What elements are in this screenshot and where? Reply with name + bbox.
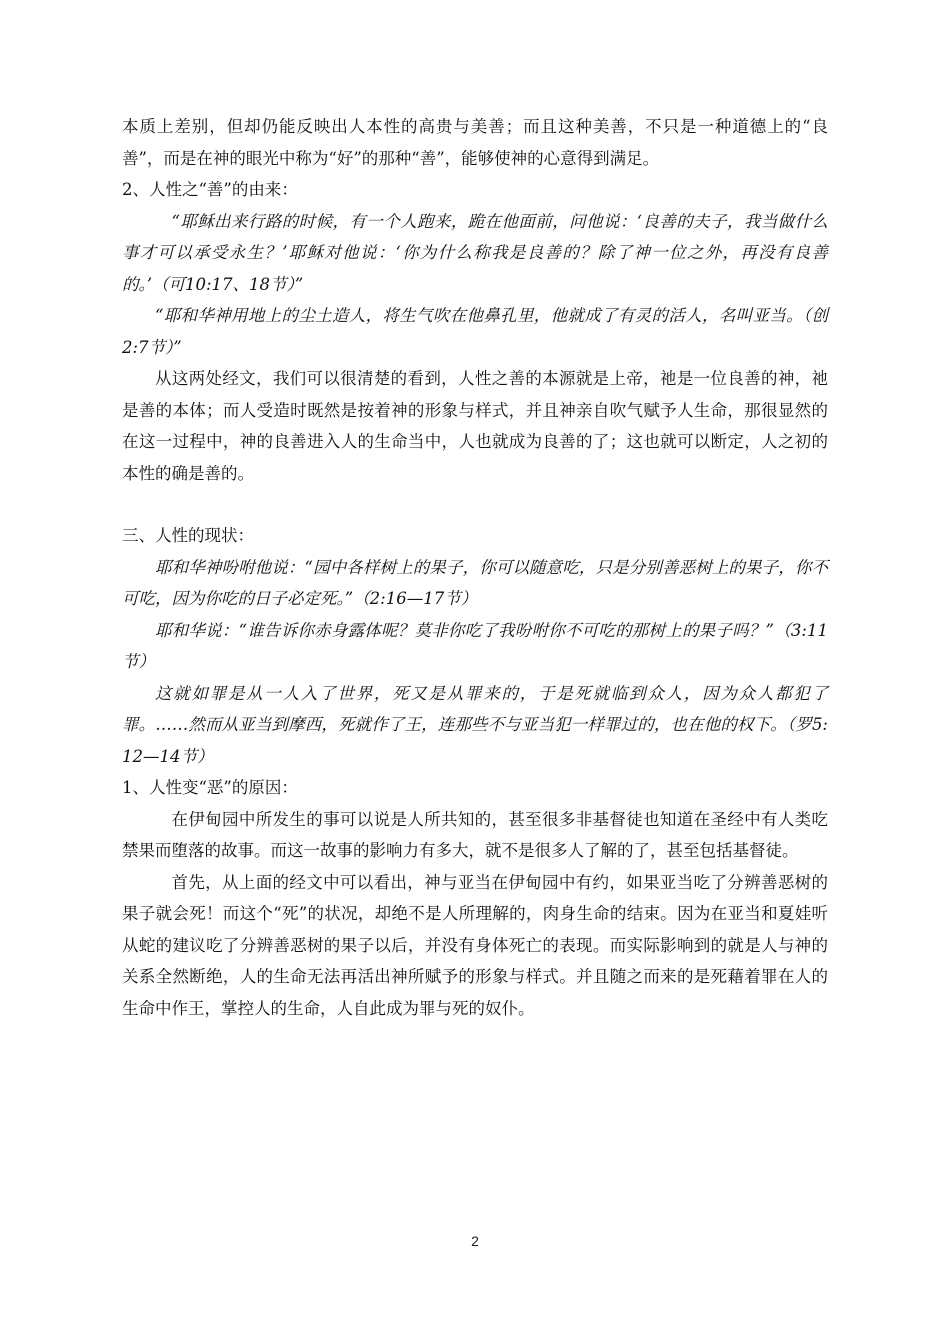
section-heading-evil-cause: 1、人性变“恶”的原因： <box>122 778 298 797</box>
scripture-quote-genesis: “耶和华神用地上的尘土造人，将生气吹在他鼻孔里，他就成了有灵的活人，名叫亚当。（创2:7节）” <box>122 306 828 357</box>
section-heading-human-condition: 三、人性的现状： <box>122 526 254 545</box>
page-number: 2 <box>471 1233 479 1249</box>
scripture-quote-genesis-3: 耶和华说：“谁告诉你赤身露体呢？莫非你吃了我吩咐你不可吃的那树上的果子吗？”（3:11节） <box>122 620 828 671</box>
paragraph-eden-story: 在伊甸园中所发生的事可以说是人所共知的，甚至很多非基督徒也知道在圣经中有人类吃禁果而堕落的故事。而这一故事的影响力有多大，就不是很多人了解的了，甚至包括基督徒。 <box>122 809 828 860</box>
scripture-quote-genesis-2: 耶和华神吩咐他说：“园中各样树上的果子，你可以随意吃，只是分别善恶树上的果子，你不可吃，因为你吃的日子必定死。”（2:16—17节） <box>122 557 828 608</box>
scripture-quote-mark: “耶稣出来行路的时候，有一个人跑来，跪在他面前，问他说：‘良善的夫子，我当做什么事才可以承受永生？’耶稣对他说：‘你为什么称我是良善的？除了神一位之外，再没有良善的。’（可10:17、18节）” <box>122 211 828 294</box>
blank-line <box>122 489 828 520</box>
paragraph-covenant-death: 首先，从上面的经文中可以看出，神与亚当在伊甸园中有约，如果亚当吃了分辨善恶树的果子就会死！而这个“死”的状况，却绝不是人所理解的，肉身生命的结束。因为在亚当和夏娃听从蛇的建议吃了分辨善恶树的果子以后，并没有身体死亡的表现。而实际影响到的就是人与神的关系全然断绝，人的生命无法再活出神所赋予的形象与样式。并且随之而来的是死藉着罪在人的生命中作王，掌控人的生命，人自此成为罪与死的奴仆。 <box>122 872 828 1018</box>
scripture-quote-romans: 这就如罪是从一人入了世界，死又是从罪来的，于是死就临到众人，因为众人都犯了罪。……然而从亚当到摩西，死就作了王，连那些不与亚当犯一样罪过的，也在他的权下。（罗5:12—14节） <box>122 683 828 766</box>
section-heading-goodness-origin: 2、人性之“善”的由来： <box>122 180 298 199</box>
paragraph-goodness-source: 从这两处经文，我们可以很清楚的看到，人性之善的本源就是上帝，祂是一位良善的神，祂是善的本体；而人受造时既然是按着神的形象与样式，并且神亲自吹气赋予人生命，那很显然的在这一过程中，神的良善进入人的生命当中，人也就成为良善的了；这也就可以断定，人之初的本性的确是善的。 <box>122 369 828 483</box>
page-body <box>122 111 828 1024</box>
paragraph-intro: 本质上差别，但却仍能反映出人本性的高贵与美善；而且这种美善，不只是一种道德上的“良善”，而是在神的眼光中称为“好”的那种“善”，能够使神的心意得到满足。 <box>122 117 828 168</box>
